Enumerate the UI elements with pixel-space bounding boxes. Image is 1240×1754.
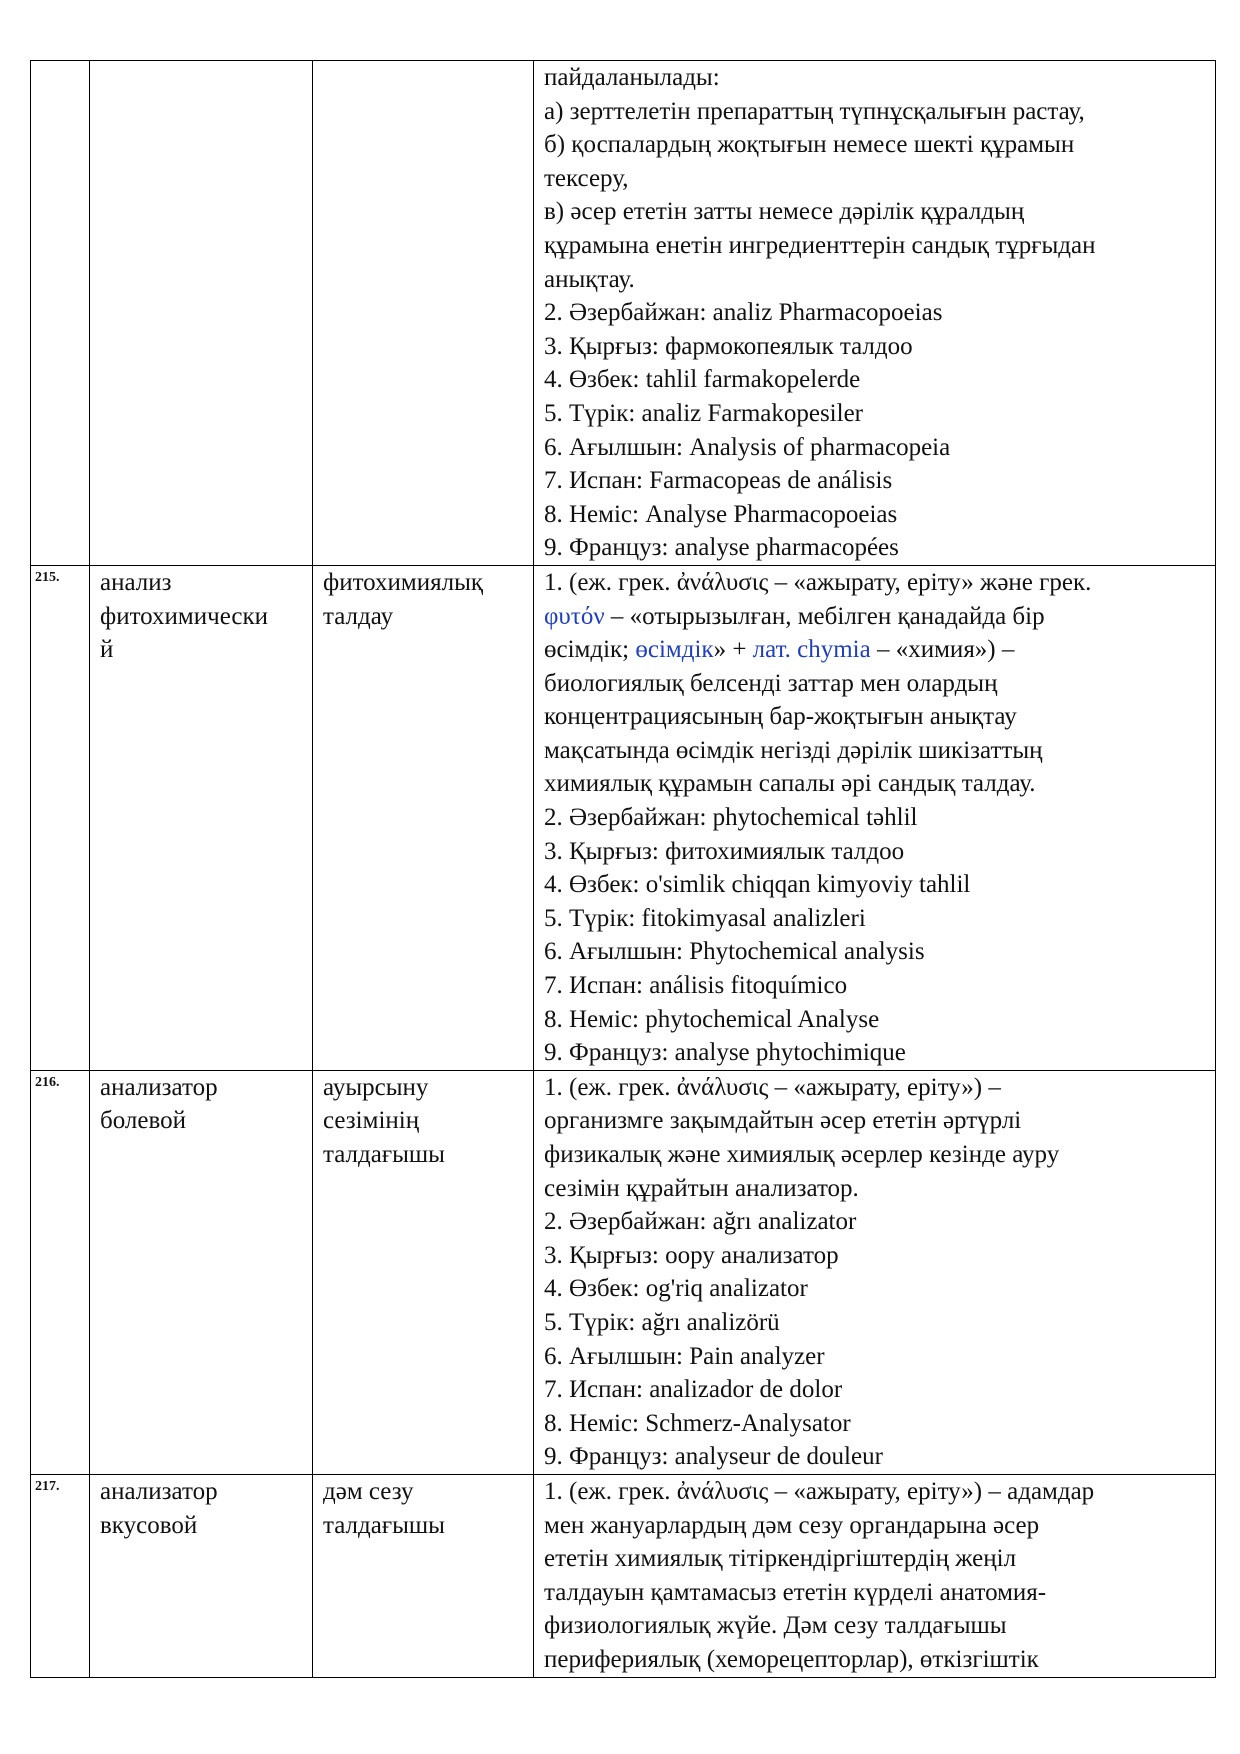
- translation-english: 6. Ағылшын: Phytochemical analysis: [544, 938, 925, 966]
- kazakh-term-line: талдағышы: [323, 1511, 445, 1539]
- definition-line: пайдаланылады:: [544, 64, 720, 91]
- definition-cell: [534, 61, 1216, 566]
- translation-german: 8. Неміс: Schmerz-Analysator: [544, 1409, 851, 1437]
- definition-line: тексеру,: [544, 164, 629, 192]
- definition-fragment: өсімдік;: [544, 636, 636, 664]
- definition-line: [544, 600, 1207, 634]
- translation-azerbaijani: 2. Әзербайжан: ağrı analizator: [544, 1208, 857, 1236]
- kazakh-term-line: дәм сезу: [323, 1477, 414, 1505]
- russian-term-line: анализатор: [100, 1477, 218, 1505]
- russian-term-cell: [90, 1070, 313, 1474]
- translation-uzbek: 4. Өзбек: tahlil farmakopelerde: [544, 366, 861, 394]
- definition-fragment: – «отырызылған, мебілген қанадайда бір: [604, 602, 1045, 630]
- definition-line: талдауын қамтамасыз ететін күрделі анатомия-: [544, 1578, 1047, 1606]
- russian-term-line: анализатор: [100, 1073, 218, 1101]
- definition-line: мен жануарлардың дәм сезу органдарына әсер: [544, 1511, 1040, 1539]
- translation-uzbek: 4. Өзбек: o'simlik chiqqan kimyoviy tahlil: [544, 871, 971, 899]
- definition-line: мақсатында өсімдік негізді дәрілік шикізаттың: [544, 736, 1043, 764]
- translation-french: 9. Француз: analyse pharmacopées: [544, 534, 899, 562]
- definition-fragment: – «химия») –: [870, 636, 1015, 664]
- translation-turkish: 5. Түрік: fitokimyasal analizleri: [544, 904, 866, 932]
- kazakh-term-cell: [313, 565, 534, 1070]
- greek-term-link[interactable]: φυτόν: [544, 602, 605, 630]
- definition-line: организмге зақымдайтын әсер ететін әртүрлі: [544, 1107, 1022, 1135]
- russian-term-line: й: [100, 636, 114, 664]
- translation-german: 8. Неміс: Analyse Pharmacopoeias: [544, 500, 898, 528]
- translation-azerbaijani: 2. Әзербайжан: analiz Pharmacopoeias: [544, 299, 943, 327]
- kazakh-term-line: ауырсыну: [323, 1073, 429, 1101]
- translation-kyrgyz: 3. Қырғыз: оору анализатор: [544, 1241, 839, 1269]
- translation-spanish: 7. Испан: análisis fitoquímico: [544, 972, 848, 1000]
- translation-english: 6. Ағылшын: Analysis of pharmacopeia: [544, 433, 951, 461]
- dictionary-table: [30, 60, 1216, 1678]
- translation-german: 8. Неміс: phytochemical Analyse: [544, 1005, 880, 1033]
- entry-number: 215.: [31, 565, 90, 1070]
- translation-kyrgyz: 3. Қырғыз: фитохимиялык талдоо: [544, 837, 905, 865]
- translation-spanish: 7. Испан: Farmacopeas de análisis: [544, 467, 893, 495]
- kazakh-term-link[interactable]: өсімдік: [635, 636, 714, 664]
- definition-cell: [534, 1474, 1216, 1677]
- definition-line: сезімін құрайтын анализатор.: [544, 1174, 859, 1202]
- latin-term-link[interactable]: лат. chymia: [752, 636, 871, 664]
- entry-number-cell: [31, 61, 90, 566]
- translation-azerbaijani: 2. Әзербайжан: phytochemical təhlil: [544, 804, 918, 832]
- kazakh-term-cell: [313, 1474, 534, 1677]
- kazakh-term-cell: [313, 1070, 534, 1474]
- translation-turkish: 5. Түрік: analiz Farmakopesiler: [544, 399, 863, 427]
- definition-line: физиологиялық жүйе. Дәм сезу талдағышы: [544, 1612, 1007, 1640]
- translation-french: 9. Француз: analyseur de douleur: [544, 1443, 883, 1471]
- definition-line: анықтау.: [544, 265, 635, 293]
- russian-term-cell: [90, 565, 313, 1070]
- kazakh-term-line: фитохимиялық: [323, 568, 484, 596]
- kazakh-term-line: талдау: [323, 602, 394, 630]
- definition-line: перифериялық (хеморецепторлар), өткізгіштік: [544, 1645, 1039, 1673]
- translation-spanish: 7. Испан: analizador de dolor: [544, 1376, 843, 1404]
- table-row-entry-216: [31, 1070, 1216, 1474]
- definition-cell: [534, 565, 1216, 1070]
- kazakh-term-line: сезімінің: [323, 1107, 420, 1135]
- table-row-continuation: [31, 61, 1216, 566]
- definition-cell: [534, 1070, 1216, 1474]
- russian-term-cell: [90, 61, 313, 566]
- entry-number: 216.: [31, 1070, 90, 1474]
- definition-fragment: » +: [713, 636, 753, 664]
- table-row-entry-217: [31, 1474, 1216, 1677]
- definition-line: а) зерттелетін препараттың түпнұсқалығын растау,: [544, 97, 1085, 125]
- russian-term-cell: [90, 1474, 313, 1677]
- translation-english: 6. Ағылшын: Pain analyzer: [544, 1342, 825, 1370]
- entry-number: 217.: [31, 1474, 90, 1677]
- definition-line: ететін химиялық тітіркендіргіштердің жеңіл: [544, 1545, 1017, 1573]
- translation-kyrgyz: 3. Қырғыз: фармокопеялык талдоо: [544, 332, 913, 360]
- definition-line: 1. (еж. грек. ἀνάλυσις – «ажырату, еріту») –: [544, 1073, 1001, 1101]
- table-row-entry-215: [31, 565, 1216, 1070]
- definition-line: химиялық құрамын сапалы әрі сандық талдау.: [544, 770, 1036, 798]
- definition-line: 1. (еж. грек. ἀνάλυσις – «ажырату, еріту») – адамдар: [544, 1477, 1095, 1505]
- definition-line: физикалық және химиялық әсерлер кезінде ауру: [544, 1141, 1060, 1168]
- definition-line: 1. (еж. грек. ἀνάλυσις – «ажырату, еріту» және грек.: [544, 568, 1092, 596]
- translation-uzbek: 4. Өзбек: og'riq analizator: [544, 1275, 808, 1303]
- russian-term-line: болевой: [100, 1107, 186, 1135]
- translation-turkish: 5. Түрік: ağrı analizörü: [544, 1308, 780, 1336]
- definition-line: құрамына енетін ингредиенттерін сандық тұрғыдан: [544, 231, 1096, 259]
- russian-term-line: анализ: [100, 568, 172, 596]
- russian-term-line: фитохимически: [100, 602, 269, 630]
- definition-line: [544, 633, 1207, 667]
- kazakh-term-cell: [313, 61, 534, 566]
- russian-term-line: вкусовой: [100, 1511, 198, 1539]
- translation-french: 9. Француз: analyse phytochimique: [544, 1039, 906, 1067]
- definition-line: в) әсер ететін затты немесе дәрілік құралдың: [544, 198, 1025, 226]
- definition-line: б) қоспалардың жоқтығын немесе шекті құрамын: [544, 131, 1075, 159]
- kazakh-term-line: талдағышы: [323, 1141, 445, 1168]
- definition-line: биологиялық белсенді заттар мен олардың: [544, 669, 998, 697]
- definition-line: концентрациясының бар-жоқтығын анықтау: [544, 703, 1017, 731]
